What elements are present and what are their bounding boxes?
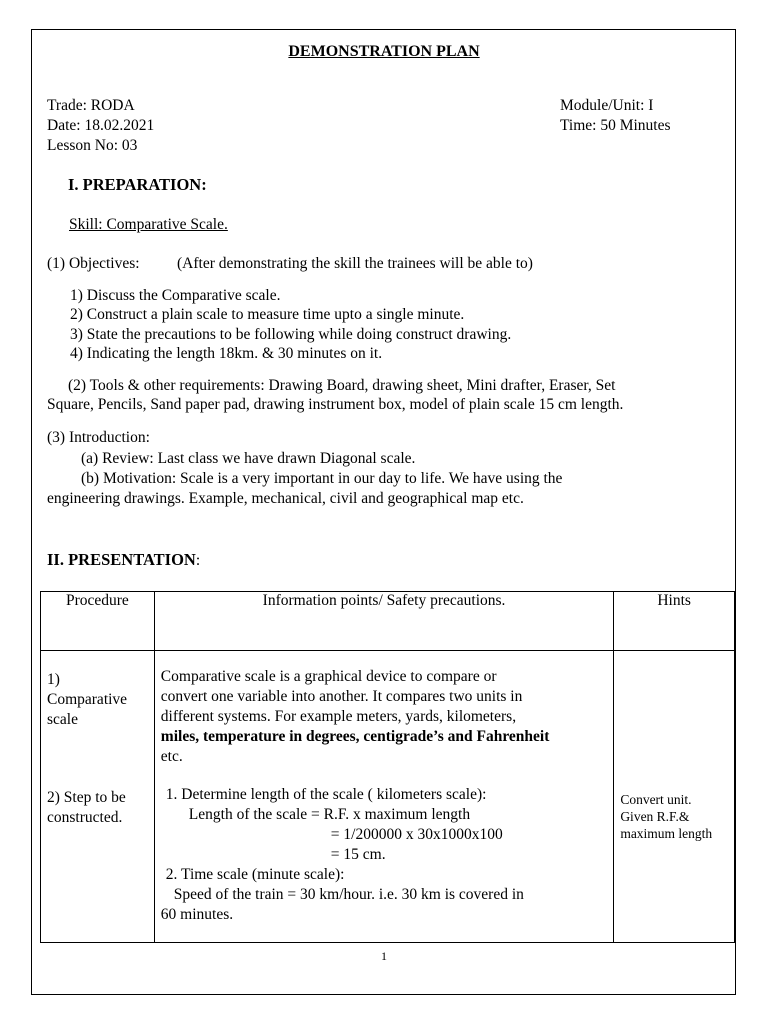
step-text: = 15 cm. (330, 846, 386, 863)
procedure-cell (41, 651, 155, 943)
presentation-heading-text: II. PRESENTATION (47, 550, 196, 569)
date-field: Date: 18.02.2021 (47, 117, 155, 134)
objective-item: 1) Discuss the Comparative scale. (70, 287, 281, 304)
preparation-heading: I. PREPARATION: (68, 175, 207, 194)
time-field: Time: 50 Minutes (560, 117, 671, 134)
header-procedure: Procedure (41, 592, 155, 651)
step-text: 60 minutes. (160, 906, 234, 923)
motivation-line: (b) Motivation: Scale is a very important in our day to life. We have using the (81, 470, 563, 487)
review-line: (a) Review: Last class we have drawn Diagonal scale. (81, 450, 416, 467)
lesson-field: Lesson No: 03 (47, 137, 138, 154)
info-text: convert one variable into another. It compares two units in (160, 688, 523, 705)
step-text: Speed of the train = 30 km/hour. i.e. 30 km is covered in (173, 886, 524, 903)
objective-item: 2) Construct a plain scale to measure time upto a single minute. (70, 306, 465, 323)
skill-line: Skill: Comparative Scale. (69, 216, 228, 233)
objective-item: 4) Indicating the length 18km. & 30 minutes on it. (70, 345, 383, 362)
header-information: Information points/ Safety precautions. (154, 592, 614, 651)
procedure-text: constructed. (47, 809, 123, 826)
objectives-label: (1) Objectives: (47, 255, 140, 272)
step-text: 2. Time scale (minute scale): (165, 866, 345, 883)
tools-line: (2) Tools & other requirements: Drawing Board, drawing sheet, Mini drafter, Eraser, Set (68, 377, 616, 394)
page-number: 1 (381, 949, 387, 963)
hint-text: Convert unit. (620, 792, 692, 807)
info-text: Comparative scale is a graphical device to compare or (160, 668, 497, 685)
info-text: etc. (160, 748, 183, 765)
presentation-table (40, 591, 735, 943)
info-text-bold: miles, temperature in degrees, centigrade’s and Fahrenheit (160, 728, 550, 745)
information-cell (154, 651, 614, 943)
objective-item: 3) State the precautions to be following while doing construct drawing. (70, 326, 512, 343)
presentation-heading-colon: : (195, 552, 201, 569)
motivation-line: engineering drawings. Example, mechanical, civil and geographical map etc. (47, 490, 524, 507)
hint-text: Given R.F.& (620, 809, 690, 824)
step-text: Length of the scale = R.F. x maximum length (188, 806, 471, 823)
step-text: = 1/200000 x 30x1000x100 (330, 826, 503, 843)
document-title: DEMONSTRATION PLAN (288, 43, 480, 60)
presentation-heading (47, 550, 200, 570)
hint-text: maximum length (620, 826, 713, 841)
procedure-text: scale (47, 711, 78, 728)
hints-cell (614, 651, 735, 943)
introduction-label: (3) Introduction: (47, 429, 150, 446)
procedure-text: Comparative (47, 691, 128, 708)
step-text: 1. Determine length of the scale ( kilometers scale): (165, 786, 487, 803)
module-field: Module/Unit: I (560, 97, 654, 114)
objectives-note: (After demonstrating the skill the trainees will be able to) (177, 255, 533, 272)
procedure-text: 2) Step to be (47, 789, 126, 806)
info-text: different systems. For example meters, yards, kilometers, (160, 708, 517, 725)
table-header-row (41, 592, 735, 651)
tools-line: Square, Pencils, Sand paper pad, drawing instrument box, model of plain scale 15 cm length. (47, 396, 624, 413)
header-hints: Hints (614, 592, 735, 651)
table-row (41, 651, 735, 943)
procedure-text: 1) (47, 671, 60, 688)
trade-field: Trade: RODA (47, 97, 135, 114)
